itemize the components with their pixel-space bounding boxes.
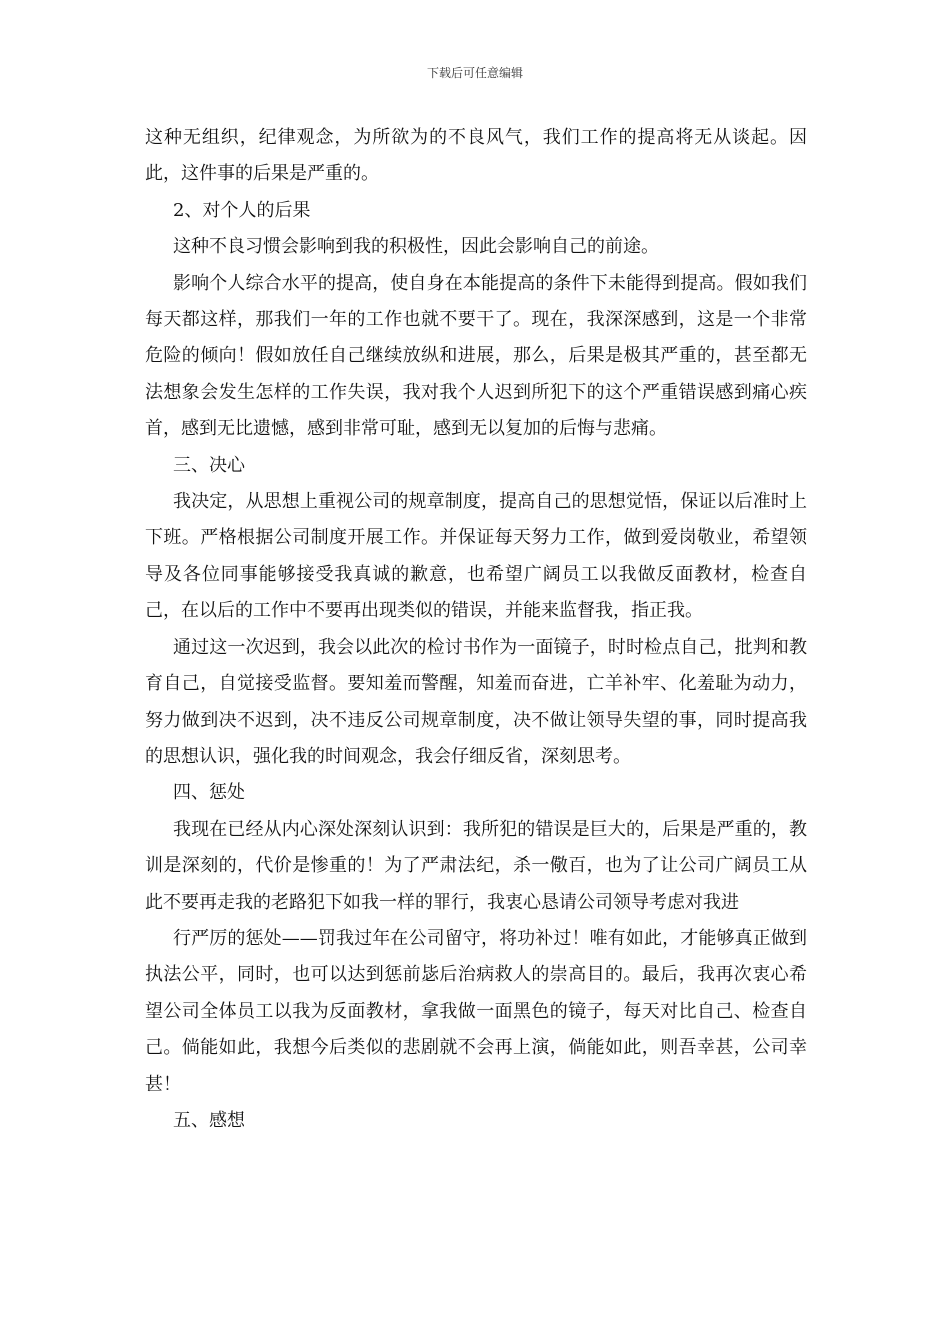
paragraph: 我现在已经从内心深处深刻认识到：我所犯的错误是巨大的，后果是严重的，教训是深刻的，代价是惨重的！为了严肃法纪，杀一儆百，也为了让公司广阔员工从此不要再走我的老路犯下如我一样的罪行，我衷心恳请公司领导考虑对我进 [145, 818, 807, 913]
section-heading: 三、决心 [173, 454, 245, 476]
section-heading: 五、感想 [173, 1109, 245, 1131]
document-body [145, 120, 807, 1139]
section-heading: 2、对个人的后果 [173, 199, 311, 221]
paragraph: 我决定，从思想上重视公司的规章制度，提高自己的思想觉悟，保证以后准时上下班。严格根据公司制度开展工作。并保证每天努力工作，做到爱岗敬业，希望领导及各位同事能够接受我真诚的歉意，也希望广阔员工以我做反面教材，检查自己，在以后的工作中不要再出现类似的错误，并能来监督我，指正我。 [145, 491, 807, 622]
section-heading: 四、惩处 [173, 782, 245, 804]
paragraph: 这种不良习惯会影响到我的积极性，因此会影响自己的前途。 [173, 236, 659, 258]
page-header: 下载后可任意编辑 [426, 66, 523, 80]
paragraph: 影响个人综合水平的提高，使自身在本能提高的条件下未能得到提高。假如我们每天都这样，那我们一年的工作也就不要干了。现在，我深深感到，这是一个非常危险的倾向！假如放任自己继续放纵和进展，那么，后果是极其严重的，甚至都无法想象会发生怎样的工作失误，我对我个人迟到所犯下的这个严重错误感到痛心疾首，感到无比遗憾，感到非常可耻，感到无以复加的后悔与悲痛。 [145, 272, 807, 440]
paragraph: 通过这一次迟到，我会以此次的检讨书作为一面镜子，时时检点自己，批判和教育自己，自觉接受监督。要知羞而警醒，知羞而奋进，亡羊补牢、化羞耻为动力，努力做到决不迟到，决不违反公司规章制度，决不做让领导失望的事，同时提高我的思想认识，强化我的时间观念，我会仔细反省，深刻思考。 [145, 636, 807, 767]
paragraph: 行严厉的惩处——罚我过年在公司留守，将功补过！唯有如此，才能够真正做到执法公平，同时，也可以达到惩前毖后治病救人的崇高目的。最后，我再次衷心希望公司全体员工以我为反面教材，拿我做一面黑色的镜子，每天对比自己、检查自己。倘能如此，我想今后类似的悲剧就不会再上演，倘能如此，则吾幸甚，公司幸甚！ [145, 927, 807, 1095]
paragraph: 这种无组织，纪律观念，为所欲为的不良风气，我们工作的提高将无从谈起。因此，这件事的后果是严重的。 [145, 127, 807, 185]
